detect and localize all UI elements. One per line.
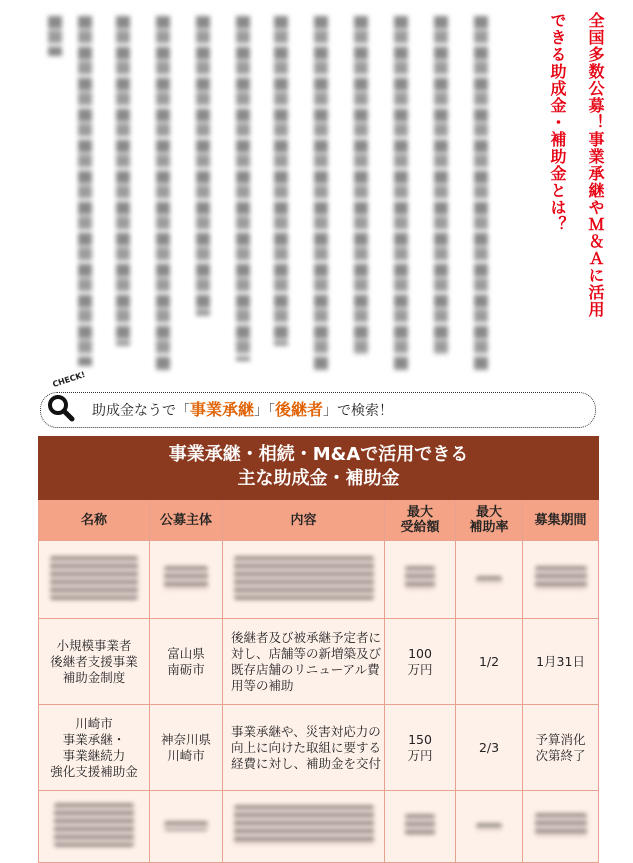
headline-line2: できる助成金・補助金とは？ [548, 12, 567, 233]
cell-max-amount: 100 万円 [385, 619, 456, 705]
header-period: 募集期間 [523, 500, 599, 541]
subsidy-table [38, 436, 599, 863]
table-row [39, 705, 599, 791]
header-max-rate: 最大 補助率 [456, 500, 523, 541]
header-content: 内容 [223, 500, 385, 541]
table-title-row [39, 437, 599, 500]
blurred-article-text [48, 16, 508, 376]
table-row-blurred [39, 791, 599, 863]
cell-max-rate: 2/3 [456, 705, 523, 791]
cell-max-amount: 150 万円 [385, 705, 456, 791]
table-row-blurred [39, 541, 599, 619]
cell-content: 事業承継や、災害対応力の向上に向けた取組に要する経費に対し、補助金を交付 [223, 705, 385, 791]
keyword-successor: 後継者 [275, 400, 324, 419]
magnifier-icon [46, 392, 76, 422]
table-row [39, 619, 599, 705]
cell-content: 後継者及び被承継予定者に対し、店舗等の新増築及び既存店舗のリニューアル費用等の補助 [223, 619, 385, 705]
check-badge: CHECK! [51, 370, 87, 389]
headline-line1: 全国多数公募！事業承継やＭ＆Ａに活用 [586, 12, 605, 318]
header-max-amount: 最大 受給額 [385, 500, 456, 541]
header-name: 名称 [39, 500, 150, 541]
cell-period: 予算消化 次第終了 [523, 705, 599, 791]
header-organizer: 公募主体 [150, 500, 223, 541]
cell-organizer: 神奈川県 川崎市 [150, 705, 223, 791]
cell-period: 1月31日 [523, 619, 599, 705]
cell-organizer: 富山県 南砺市 [150, 619, 223, 705]
table-header-row [39, 500, 599, 541]
cell-max-rate: 1/2 [456, 619, 523, 705]
table-title: 事業承継・相続・M&Aで活用できる 主な助成金・補助金 [39, 437, 599, 500]
cell-name: 川崎市 事業承継・ 事業継続力 強化支援補助金 [39, 705, 150, 791]
keyword-succession: 事業承継 [190, 400, 255, 419]
search-hint-text: 助成金なうで「事業承継」「後継者」で検索！ [92, 400, 394, 419]
cell-name: 小規模事業者 後継者支援事業 補助金制度 [39, 619, 150, 705]
